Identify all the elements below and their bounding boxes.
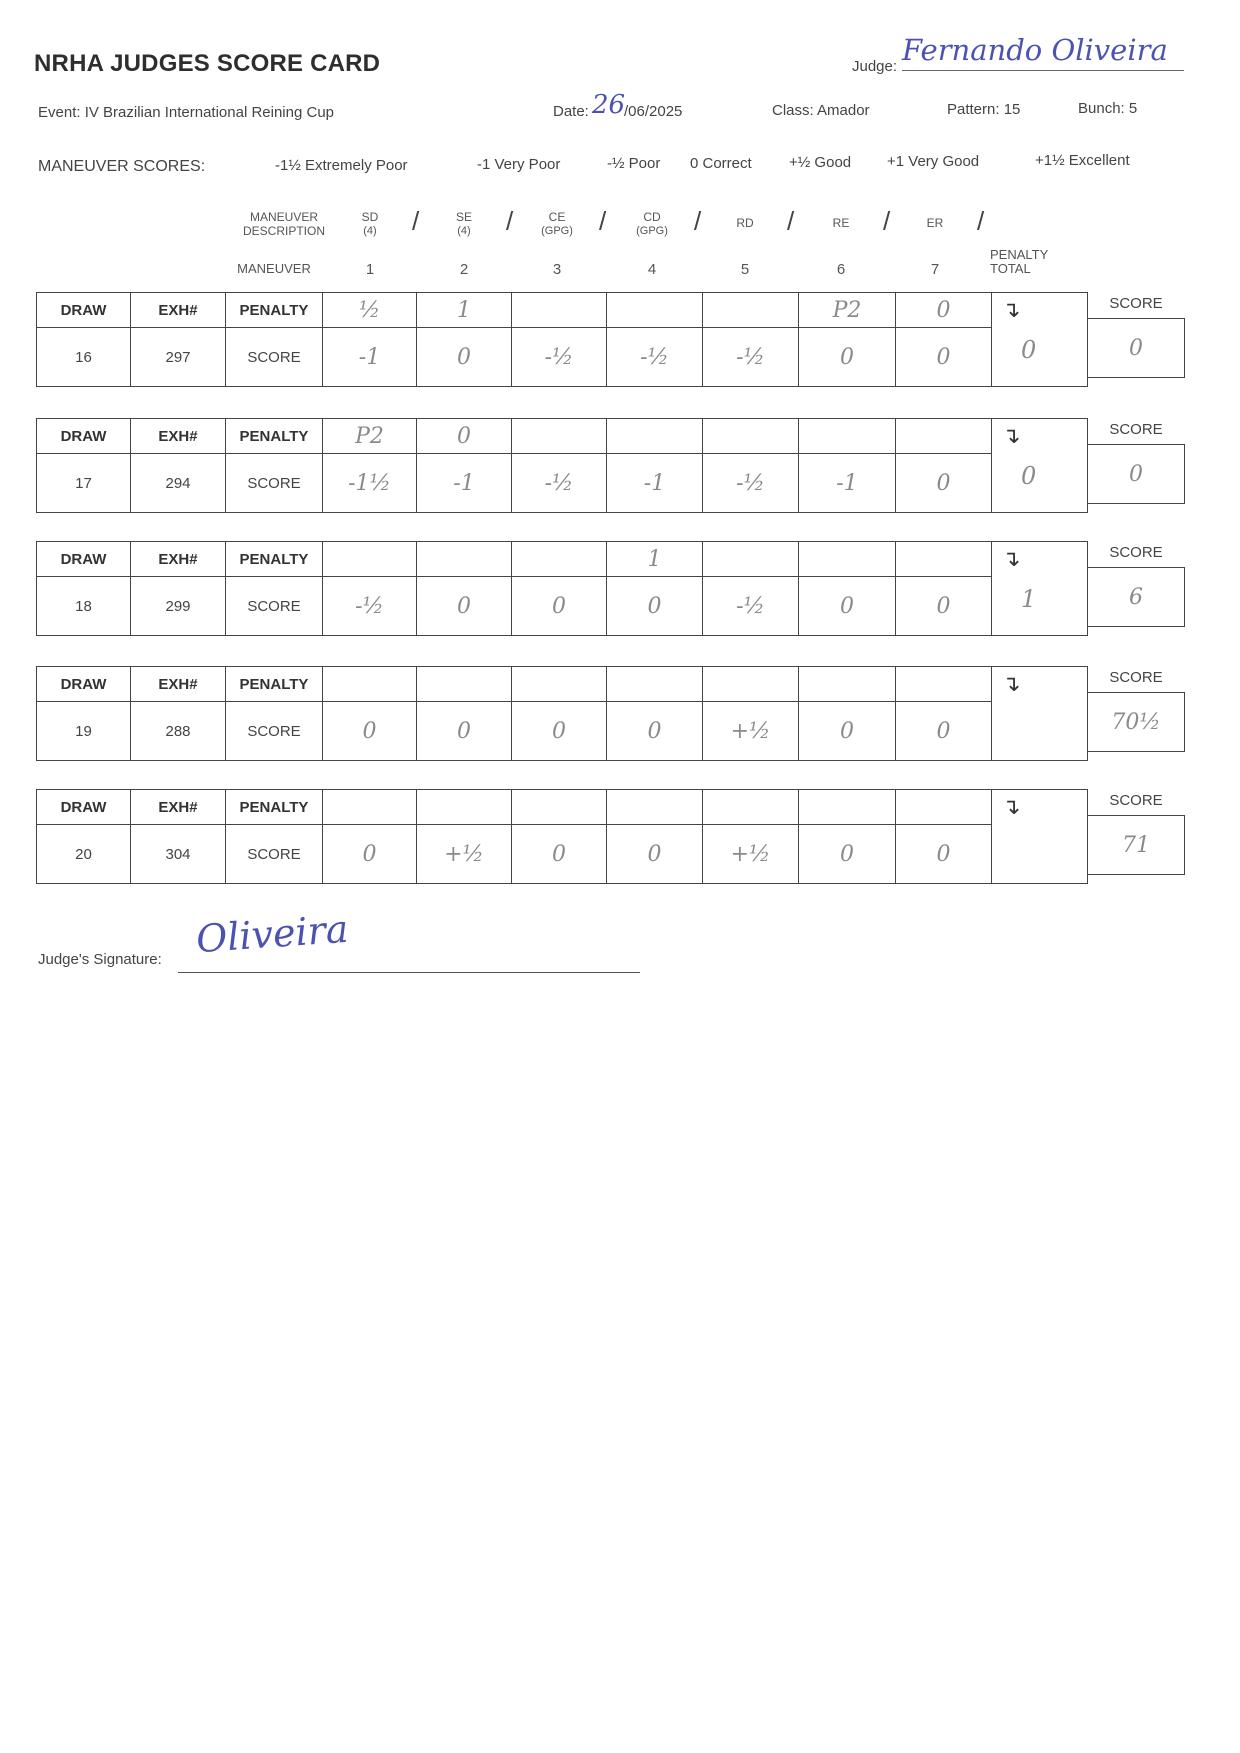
maneuver-separator: / [883,206,891,236]
penalty-cell-1[interactable]: ½ [322,292,417,328]
down-arrow-icon: ↴ [1002,546,1021,571]
draw-number: 19 [36,701,131,761]
maneuver-separator: / [506,206,514,236]
score-block [36,541,1186,639]
class-name: Class: Amador [772,102,870,119]
maneuver-score-cell-3[interactable]: -½ [511,453,607,513]
final-score-box[interactable]: 71 [1087,815,1185,875]
final-score-box[interactable]: 0 [1087,444,1185,504]
maneuver-separator: / [977,206,985,236]
draw-number: 20 [36,824,131,884]
final-score-label: SCORE [1109,294,1163,312]
final-score-label: SCORE [1109,420,1163,438]
scale-very-poor: -1 Very Poor [477,156,561,173]
maneuver-code-3: CE (GPG) [541,210,573,237]
down-arrow-icon: ↴ [1002,671,1021,696]
date-label: Date: [553,103,589,120]
exh-header: EXH# [130,541,226,577]
final-score-box[interactable]: 6 [1087,567,1185,627]
penalty-cell-1[interactable] [322,666,417,702]
penalty-cell-4[interactable] [606,418,703,454]
penalty-total-value[interactable]: 0 [1021,462,1037,490]
maneuver-score-cell-4[interactable]: 0 [606,701,703,761]
penalty-cell-5[interactable] [702,666,799,702]
maneuver-number-label: MANEUVER [237,261,311,276]
exhibitor-number: 288 [130,701,226,761]
final-score-box[interactable]: 70½ [1087,692,1185,752]
scale-correct: 0 Correct [690,155,752,172]
draw-header: DRAW [36,541,131,577]
draw-number: 17 [36,453,131,513]
draw-header: DRAW [36,789,131,825]
penalty-cell-2[interactable] [416,541,512,577]
score-block [36,789,1186,887]
down-arrow-icon: ↴ [1002,423,1021,448]
maneuver-number-5: 5 [740,261,750,278]
score-block [36,418,1186,516]
scale-extremely-poor: -1½ Extremely Poor [275,157,408,174]
penalty-cell-1[interactable]: P2 [322,418,417,454]
penalty-cell-5[interactable] [702,418,799,454]
date-day: 26 [592,90,626,120]
penalty-header: PENALTY [225,418,323,454]
date-rest: /06/2025 [624,103,683,120]
maneuver-score-cell-5[interactable]: +½ [702,824,799,884]
maneuver-score-cell-2[interactable]: 0 [416,576,512,636]
penalty-cell-3[interactable] [511,292,607,328]
penalty-cell-6[interactable] [798,666,896,702]
maneuver-score-cell-4[interactable]: -½ [606,327,703,387]
penalty-cell-6[interactable]: P2 [798,292,896,328]
maneuver-number-6: 6 [836,261,846,278]
down-arrow-icon: ↴ [1002,297,1021,322]
penalty-cell-5[interactable] [702,292,799,328]
maneuver-score-cell-5[interactable]: -½ [702,453,799,513]
penalty-cell-6[interactable] [798,541,896,577]
maneuver-description-label: MANEUVER DESCRIPTION [242,210,325,238]
penalty-cell-6[interactable] [798,418,896,454]
penalty-cell-7[interactable] [895,789,992,825]
pattern-number: Pattern: 15 [947,101,1021,118]
maneuver-score-cell-6[interactable]: 0 [798,576,896,636]
draw-number: 16 [36,327,131,387]
score-block [36,292,1186,390]
judge-name: Fernando Oliveira [902,30,1184,71]
penalty-total-box [991,541,1088,636]
score-row-label: SCORE [225,576,323,636]
penalty-cell-6[interactable] [798,789,896,825]
maneuver-code-2: SE (4) [455,210,472,237]
exh-header: EXH# [130,666,226,702]
penalty-cell-7[interactable]: 0 [895,292,992,328]
score-block [36,666,1186,764]
penalty-total-value[interactable]: 0 [1021,336,1037,364]
final-score-box[interactable]: 0 [1087,318,1185,378]
penalty-cell-5[interactable] [702,789,799,825]
penalty-cell-1[interactable] [322,541,417,577]
exhibitor-number: 304 [130,824,226,884]
penalty-cell-7[interactable] [895,666,992,702]
scale-poor: -½ Poor [607,155,661,172]
page-title: NRHA JUDGES SCORE CARD [34,50,381,77]
penalty-header: PENALTY [225,666,323,702]
penalty-cell-4[interactable]: 1 [606,541,703,577]
penalty-cell-7[interactable] [895,541,992,577]
signature-line [178,972,640,973]
penalty-cell-3[interactable] [511,541,607,577]
event-name: Event: IV Brazilian International Reining Cup [38,104,335,121]
penalty-header: PENALTY [225,292,323,328]
exhibitor-number: 299 [130,576,226,636]
maneuver-score-cell-5[interactable]: -½ [702,327,799,387]
maneuver-score-cell-2[interactable]: 0 [416,327,512,387]
maneuver-separator: / [787,206,795,236]
maneuver-score-cell-7[interactable]: 0 [895,327,992,387]
penalty-total-box [991,418,1088,513]
penalty-total-box [991,292,1088,387]
exh-header: EXH# [130,292,226,328]
maneuver-code-5: RD [736,216,754,230]
penalty-cell-5[interactable] [702,541,799,577]
penalty-cell-2[interactable]: 1 [416,292,512,328]
down-arrow-icon: ↴ [1002,794,1021,819]
maneuver-score-cell-1[interactable]: 0 [322,824,417,884]
final-score-label: SCORE [1109,543,1163,561]
maneuver-score-cell-6[interactable]: -1 [798,453,896,513]
maneuver-number-1: 1 [365,261,375,278]
final-score-label: SCORE [1109,668,1163,686]
draw-header: DRAW [36,666,131,702]
penalty-cell-1[interactable] [322,789,417,825]
penalty-total-box [991,789,1088,884]
maneuver-number-2: 2 [459,261,469,278]
penalty-cell-3[interactable] [511,666,607,702]
maneuver-scores-label: MANEUVER SCORES: [38,158,206,175]
maneuver-score-cell-4[interactable]: 0 [606,576,703,636]
final-score-label: SCORE [1109,791,1163,809]
maneuver-score-cell-1[interactable]: 0 [322,701,417,761]
maneuver-score-cell-1[interactable]: -1 [322,327,417,387]
penalty-cell-4[interactable] [606,789,703,825]
penalty-cell-2[interactable]: 0 [416,418,512,454]
penalty-header: PENALTY [225,789,323,825]
penalty-cell-2[interactable] [416,666,512,702]
maneuver-separator: / [694,206,702,236]
exh-header: EXH# [130,418,226,454]
score-row-label: SCORE [225,327,323,387]
maneuver-score-cell-6[interactable]: 0 [798,327,896,387]
maneuver-score-cell-7[interactable]: 0 [895,701,992,761]
maneuver-score-cell-3[interactable]: -½ [511,327,607,387]
exhibitor-number: 294 [130,453,226,513]
score-row-label: SCORE [225,453,323,513]
maneuver-score-cell-3[interactable]: 0 [511,824,607,884]
score-row-label: SCORE [225,701,323,761]
maneuver-score-cell-1[interactable]: -1½ [322,453,417,513]
maneuver-code-6: RE [832,216,850,230]
maneuver-score-cell-6[interactable]: 0 [798,701,896,761]
score-row-label: SCORE [225,824,323,884]
penalty-cell-4[interactable] [606,292,703,328]
scale-excellent: +1½ Excellent [1035,152,1130,169]
exh-header: EXH# [130,789,226,825]
judge-label: Judge: [852,58,898,75]
maneuver-code-1: SD (4) [361,210,379,237]
bunch-number: Bunch: 5 [1078,100,1138,117]
judge-signature-label: Judge's Signature: [38,951,162,968]
penalty-cell-7[interactable] [895,418,992,454]
maneuver-score-cell-5[interactable]: +½ [702,701,799,761]
maneuver-separator: / [599,206,607,236]
maneuver-score-cell-7[interactable]: 0 [895,824,992,884]
maneuver-separator: / [412,206,420,236]
maneuver-score-cell-4[interactable]: 0 [606,824,703,884]
judge-signature: Oliveira [194,906,350,962]
draw-number: 18 [36,576,131,636]
penalty-total-label: PENALTY TOTAL [990,247,1049,276]
maneuver-score-cell-2[interactable]: +½ [416,824,512,884]
maneuver-score-cell-3[interactable]: 0 [511,701,607,761]
maneuver-score-cell-1[interactable]: -½ [322,576,417,636]
maneuver-number-4: 4 [647,261,657,278]
maneuver-code-7: ER [926,216,944,230]
maneuver-code-4: CD (GPG) [636,210,668,237]
maneuver-score-cell-6[interactable]: 0 [798,824,896,884]
penalty-cell-3[interactable] [511,789,607,825]
draw-header: DRAW [36,292,131,328]
maneuver-score-cell-4[interactable]: -1 [606,453,703,513]
maneuver-score-cell-7[interactable]: 0 [895,453,992,513]
maneuver-number-7: 7 [930,261,940,278]
scale-good: +½ Good [789,154,852,171]
maneuver-score-cell-2[interactable]: 0 [416,701,512,761]
penalty-cell-2[interactable] [416,789,512,825]
penalty-total-value[interactable]: 1 [1021,585,1037,613]
penalty-cell-3[interactable] [511,418,607,454]
draw-header: DRAW [36,418,131,454]
maneuver-score-cell-7[interactable]: 0 [895,576,992,636]
scale-very-good: +1 Very Good [887,153,980,170]
penalty-cell-4[interactable] [606,666,703,702]
penalty-header: PENALTY [225,541,323,577]
penalty-total-box [991,666,1088,761]
maneuver-score-cell-2[interactable]: -1 [416,453,512,513]
exhibitor-number: 297 [130,327,226,387]
maneuver-number-3: 3 [552,261,562,278]
maneuver-score-cell-3[interactable]: 0 [511,576,607,636]
maneuver-score-cell-5[interactable]: -½ [702,576,799,636]
